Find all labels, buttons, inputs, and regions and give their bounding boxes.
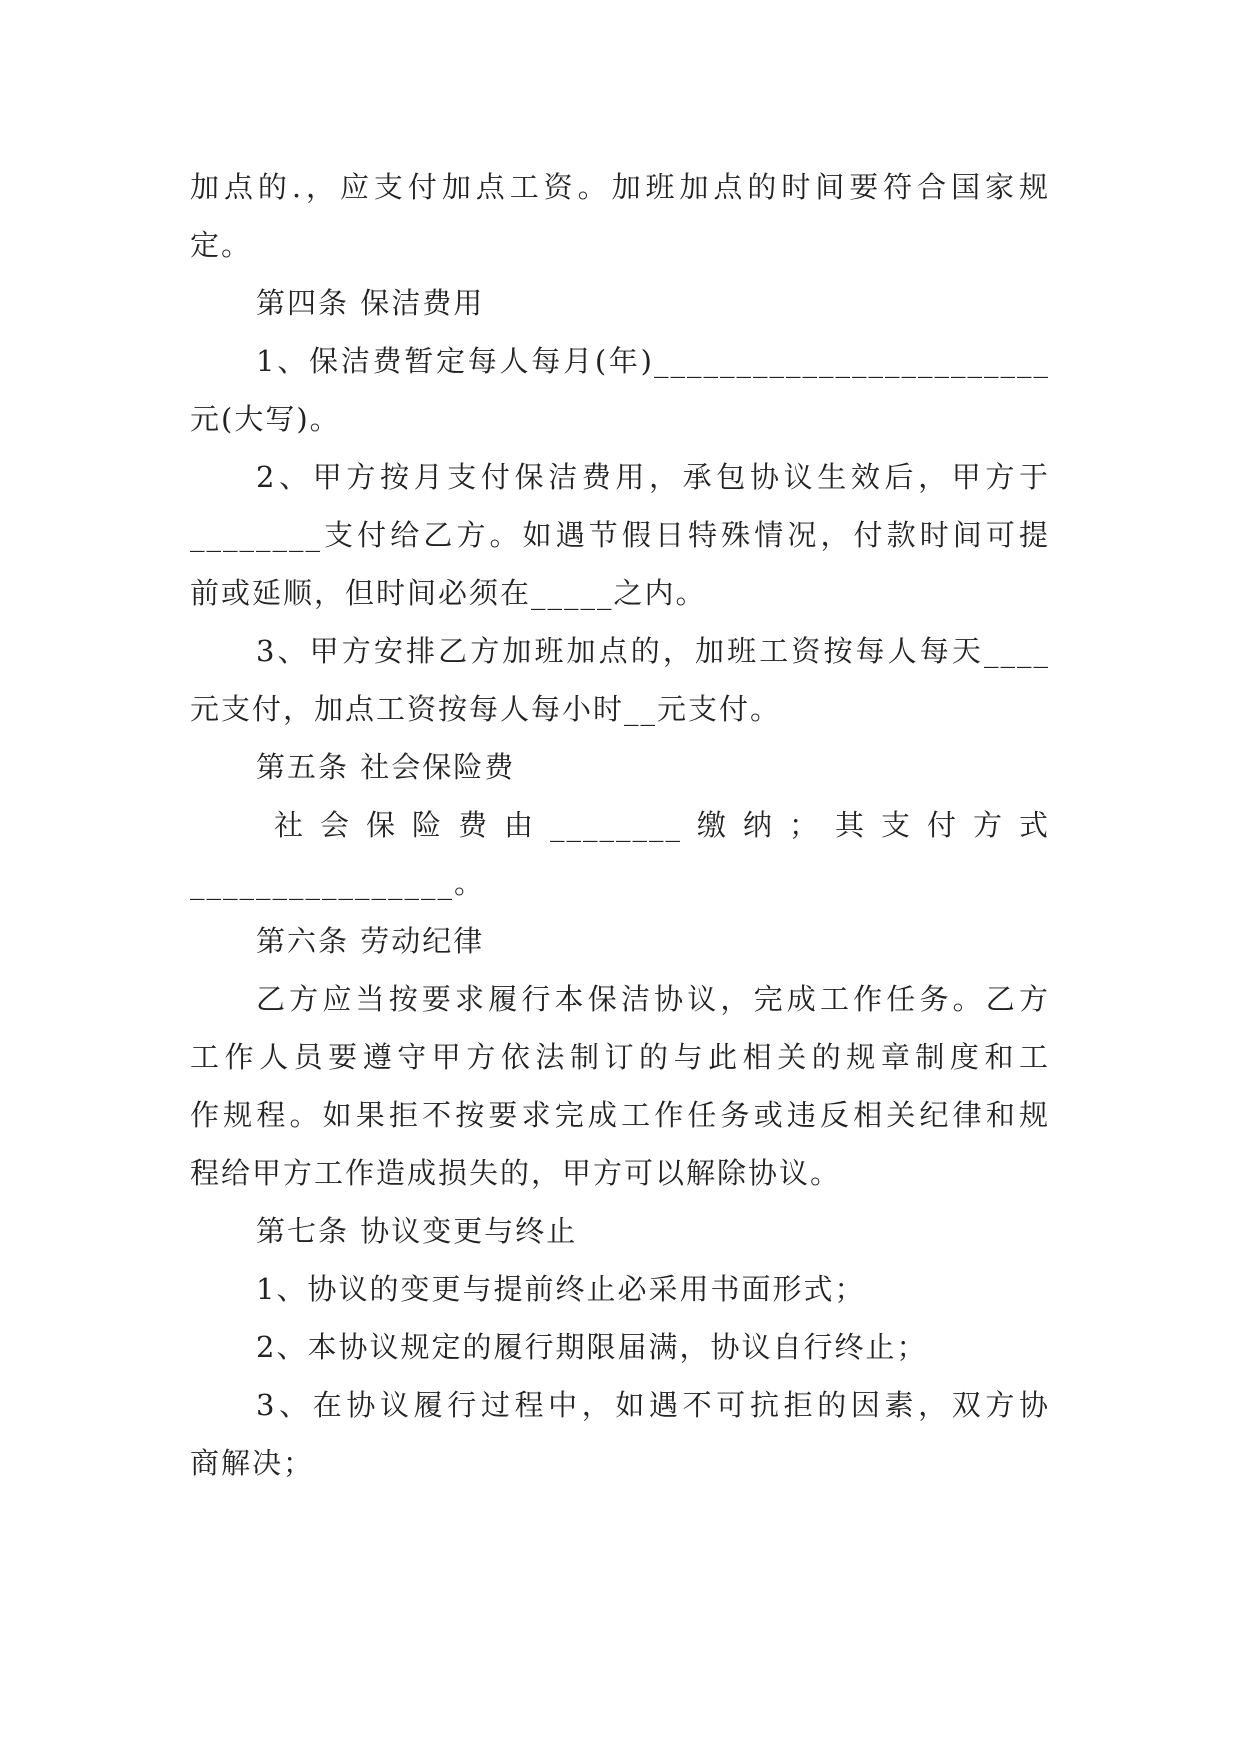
body-line: ________支付给乙方。如遇节假日特殊情况，付款时间可提	[190, 518, 1050, 552]
body-line: 2、甲方按月支付保洁费用，承包协议生效后，甲方于	[256, 460, 1050, 494]
body-line: 作规程。如果拒不按要求完成工作任务或违反相关纪律和规	[190, 1098, 1050, 1132]
body-line: 前或延顺，但时间必须在_____之内。	[190, 576, 707, 610]
body-line: 3、在协议履行过程中，如遇不可抗拒的因素，双方协	[256, 1388, 1050, 1422]
body-line: 3、甲方安排乙方加班加点的，加班工资按每人每天____	[256, 634, 1050, 668]
body-line: 1、保洁费暂定每人每月(年)________________________	[256, 344, 1050, 378]
body-line: 元支付，加点工资按每人每小时__元支付。	[190, 692, 782, 726]
section-heading-6: 第六条 劳动纪律	[256, 924, 485, 958]
section-heading-5: 第五条 社会保险费	[256, 750, 516, 784]
section-heading-4: 第四条 保洁费用	[256, 286, 485, 320]
body-line: 加点的.，应支付加点工资。加班加点的时间要符合国家规	[190, 170, 1050, 204]
body-line: 2、本协议规定的履行期限届满，协议自行终止；	[256, 1330, 928, 1364]
body-line: 程给甲方工作造成损失的，甲方可以解除协议。	[190, 1156, 842, 1190]
body-line: 工作人员要遵守甲方依法制订的与此相关的规章制度和工	[190, 1040, 1050, 1074]
body-line: 元(大写)。	[190, 402, 341, 436]
body-line: 商解决；	[190, 1446, 315, 1480]
body-line: ________________。	[190, 866, 486, 900]
body-line: 社会保险费由________缴纳；其支付方式	[274, 808, 1050, 842]
body-line: 定。	[190, 228, 253, 262]
section-heading-7: 第七条 协议变更与终止	[256, 1214, 578, 1248]
body-line: 乙方应当按要求履行本保洁协议，完成工作任务。乙方	[256, 982, 1050, 1016]
body-line: 1、协议的变更与提前终止必采用书面形式；	[256, 1272, 866, 1306]
document-body	[190, 158, 1050, 1492]
